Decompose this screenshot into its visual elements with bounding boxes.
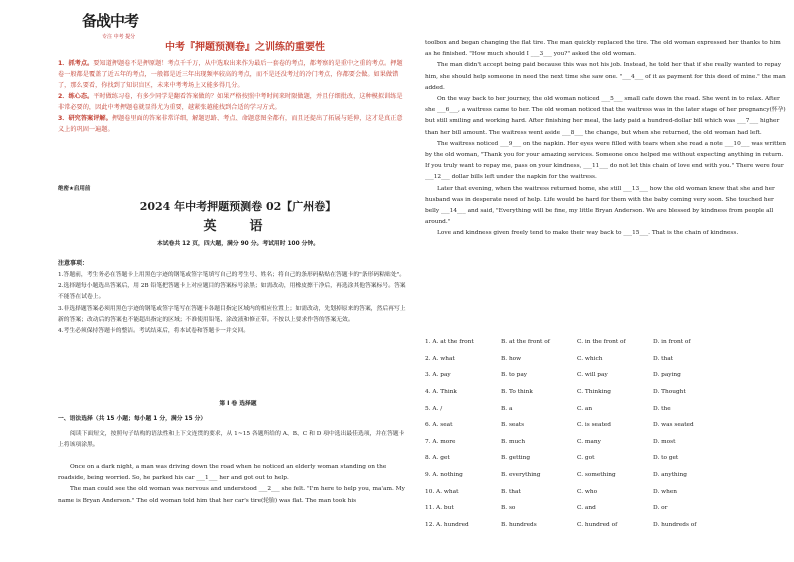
attention-list (58, 270, 408, 337)
options-table (425, 334, 785, 533)
option-c: C. who (577, 488, 598, 495)
option-b: B. a (501, 405, 513, 412)
option-c: C. Thinking (577, 389, 611, 396)
intro-point-label: 2．练心态。 (58, 93, 94, 100)
option-b: B. To think (501, 389, 533, 396)
section-instructions (58, 429, 408, 451)
intro-point-text: 要知道押题卷不是押原题！考点千千万，从中选取出来作为最后一套卷的考点，都考察的是重中之重的考点。押题卷一般都是覆盖了近五年的考点，一般都是近三年出现频率较高的考点，而不是还没考过的冷门考点，你都要会做。如果做错了，那么要看，你找到了知识盲区，未来中考考场上又能多得几分。 (58, 60, 403, 89)
attention-item: 2.选择题每小题选出答案后，用 2B 铅笔把答题卡上对应题目的答案标号涂黑；如需改动，用橡皮擦干净后，再选涂其他答案标号。答案不能答在试卷上。 (58, 283, 406, 301)
option-b: B. hundreds (501, 521, 537, 528)
intro-point-3 (58, 113, 408, 135)
option-c: C. will pay (577, 372, 608, 379)
section-header: 一、语法选择（共 15 小题；每小题 1 分，满分 15 分） (58, 416, 207, 422)
option-d: D. anything (653, 472, 687, 479)
passage-paragraph: The man didn't accept being paid because this was not his job. Instead, he told her that if she really wanted to repay him, she should help someone in need the next time she saw one. "___4___ of it as payment for this deed of mine." the man added. (425, 62, 786, 91)
option-b: B. getting (501, 455, 531, 462)
option-b: B. seats (501, 422, 525, 429)
option-c: C. and (577, 505, 596, 512)
passage-paragraph: toolbox and began changing the flat tire. The man quickly replaced the tire. The old woman expressed her thanks to him as he finished. "How much should I ___3___ you?" asked the old woman. (425, 40, 781, 58)
option-d: D. paying (653, 372, 681, 379)
option-d: D. hundreds of (653, 521, 697, 528)
option-d: D. when (653, 488, 677, 495)
attention-item: 1.答题前，考生务必在答题卡上用黑色字迹的钢笔或签字笔填写自己的考生号、姓名；将自己的条形码粘贴在答题卡的"条形码粘贴处"。 (58, 272, 406, 278)
option-d: D. in front of (653, 339, 691, 346)
logo (82, 10, 146, 38)
attention-header: 注意事项： (58, 260, 89, 267)
intro-point-label: 1．抓考点。 (58, 60, 94, 67)
option-a: 12. A. hundred (425, 521, 469, 528)
option-b: B. much (501, 438, 526, 445)
option-row (425, 500, 785, 517)
option-d: D. the (653, 405, 671, 412)
passage-paragraph: On the way back to her journey, the old woman noticed ___5___ small cafe down the road. She went in to relax. After she ___6___, a waitress came to her. The old woman noticed that the waitress was in the later stage of her pregnancy(怀孕) but still smiling and working hard. After finishing her meal, the lady paid a hundred-dollar bill which was ___7___ higher than her bill amount. The waitress went aside ___8___ the change, but when she returned, the old woman had left. (425, 96, 786, 136)
option-row (425, 517, 785, 534)
confidential-mark: 绝密★启用前 (58, 186, 91, 192)
option-a: 7. A. more (425, 438, 456, 445)
logo-subtext: 专注 中考 提分 (102, 34, 136, 40)
passage-paragraph: The waitress noticed ___9___ on the napkin. Her eyes were filled with tears when she read a note ___10___ was written by the old woman, "Thank you for your amazing services. Someone once helped me without expecting anything in return. If you truly want to repay me, pass on your kindness, ___11___ do not let this chain of love end with you." There were four ___12___ dollar bills left under the napkin for the waitress. (425, 140, 786, 181)
part-title: 第 I 卷 选择题 (219, 401, 257, 407)
option-c: C. in the front of (577, 339, 626, 346)
option-d: D. that (653, 355, 673, 362)
option-c: C. many (577, 438, 601, 445)
option-a: 1. A. at the front (425, 339, 474, 346)
exam-note: 本试卷共 12 页，四大题，满分 90 分。考试用时 100 分钟。 (156, 241, 320, 247)
option-a: 11. A. but (425, 505, 454, 512)
option-c: C. is seated (577, 422, 611, 429)
option-c: C. which (577, 355, 603, 362)
option-a: 4. A. Think (425, 389, 457, 396)
option-row (425, 434, 785, 451)
attention-item: 4.考生必须保持答题卡的整洁。考试结束后，将本试卷和答题卡一并交回。 (58, 328, 250, 335)
option-a: 10. A. what (425, 488, 459, 495)
option-a: 5. A. / (425, 405, 443, 412)
attention-item: 3.非选择题答案必须用黑色字迹的钢笔或签字笔写在答题卡各题目指定区域内的相应位置上；如需改动，先划掉原来的答案，然后再写上新的答案；改动后的答案也不能超出指定的区域；不准使用铅笔、涂改液和修正带。不按以上要求作答的答案无效。 (58, 305, 406, 323)
option-b: B. so (501, 505, 516, 512)
passage-paragraph: Later that evening, when the waitress returned home, she still ___13___ how the old woman knew that she and her husband was in desperate need of help. Life would be hard for them with the baby coming very soon. She touched her belly ___14___ and said, "Everything will be fine, my little Bryan Anderson. We are blessed by kindness from people all around." (425, 185, 775, 226)
option-c: C. hundred of (577, 521, 618, 528)
option-d: D. to get (653, 455, 679, 462)
option-row (425, 400, 785, 417)
option-row (425, 450, 785, 467)
option-row (425, 483, 785, 500)
passage-right (425, 38, 787, 240)
passage-left (58, 462, 408, 507)
banner-title: 中考『押题预测卷』之训练的重要性 (165, 42, 325, 53)
section-intro: 阅读下面短文，按照句子结构的语法性和上下文连贯的要求，从 1~15 各题所给的 A、B、C 和 D 项中选出最佳选项，并在答题卡上将该项涂黑。 (58, 431, 405, 449)
option-a: 8. A. get (425, 455, 450, 462)
intro-point-text: 平时做练习卷，有多少同学是翻看答案做的？如果严格按照中考时间来时限做题，并且仔细批改，这种模拟训练是非常必要的，因此中考押题卷就显得尤为重要，越紧张越能找到合适的学习方式。 (58, 93, 403, 111)
option-c: C. got (577, 455, 595, 462)
option-row (425, 351, 785, 368)
passage-paragraph: Love and kindness given freely tend to make their way back to ___15___. That is the chain of kindness. (437, 230, 739, 237)
passage-paragraph: Once on a dark night, a man was driving down the road when he noticed an elderly woman standing on the roadside, being worried. So, he parked his car ___1___ her and got out to help. (58, 464, 387, 482)
option-a: 2. A. what (425, 355, 455, 362)
option-b: B. at the front of (501, 339, 550, 346)
option-a: 6. A. seat (425, 422, 453, 429)
option-row (425, 334, 785, 351)
option-b: B. how (501, 355, 522, 362)
option-row (425, 367, 785, 384)
intro-point-text: 押题卷里面的答案非常详细，解题思路、考点、命题意图全都有，而且还提出了拓展与延伸，这才是真正意义上的巩固一遍题。 (58, 115, 403, 133)
option-row (425, 384, 785, 401)
option-row (425, 467, 785, 484)
intro-point-2 (58, 91, 408, 113)
logo-text: 备战中考 (82, 12, 139, 30)
option-b: B. to pay (501, 372, 528, 379)
intro-point-1 (58, 58, 408, 91)
option-d: D. most (653, 438, 676, 445)
option-row (425, 417, 785, 434)
option-d: D. or (653, 505, 668, 512)
subject-title: 英 语 (203, 219, 273, 234)
option-b: B. that (501, 488, 521, 495)
option-a: 3. A. pay (425, 372, 451, 379)
intro-section (58, 58, 408, 135)
option-d: D. was seated (653, 422, 694, 429)
exam-title: 2024 年中考押题预测卷 02【广州卷】 (139, 200, 337, 213)
option-b: B. everything (501, 472, 541, 479)
option-a: 9. A. nothing (425, 472, 463, 479)
option-c: C. something (577, 472, 616, 479)
intro-point-label: 3．研究答案评解。 (58, 115, 112, 122)
option-d: D. Thought (653, 389, 686, 396)
option-c: C. an (577, 405, 593, 412)
passage-paragraph: The man could see the old woman was nervous and understood ___2___ she felt. "I'm here to help you, ma'am. My name is Bryan Anderson." The old woman told him that her car's tire(轮胎) was flat. The man took his (58, 486, 405, 504)
